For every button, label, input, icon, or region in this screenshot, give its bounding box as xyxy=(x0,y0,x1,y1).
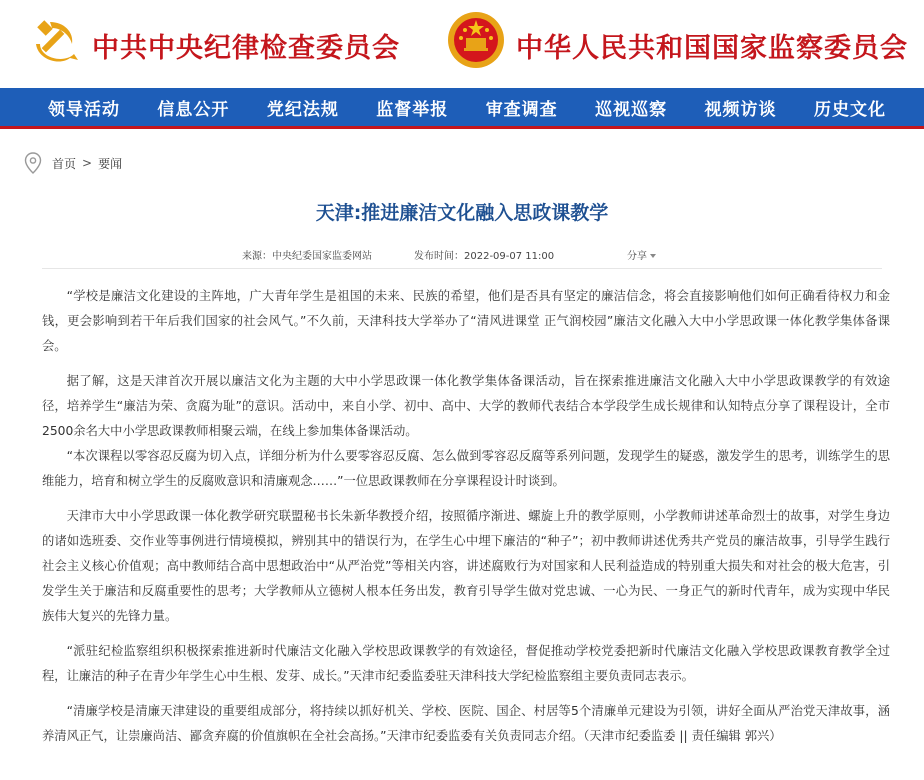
article-body xyxy=(42,284,890,749)
chevron-down-icon xyxy=(650,254,656,258)
nav-item-leadership[interactable]: 领导活动 xyxy=(48,99,120,120)
article-paragraph: “学校是廉洁文化建设的主阵地，广大青年学生是祖国的未来、民族的希望，他们是否具有坚定的廉洁信念，将会直接影响他们如何正确看待权力和金钱，更会影响到若干年后我们国家的社会风气。”不久前，天津科技大学举办了“清风进课堂 正气润校园”廉洁文化融入大中小学思政课一体化教学集体备课会。 xyxy=(42,289,890,353)
divider xyxy=(42,268,882,269)
article-paragraph: “清廉学校是清廉天津建设的重要组成部分，将持续以抓好机关、学校、医院、国企、村居等5个清廉单元建设为引领，讲好全面从严治党天津故事，涵养清风正气，让崇廉尚洁、鄙贪弃腐的价值旗帜在全社会高扬。”天津市纪委监委有关负责同志介绍。（天津市纪委监委 || 责任编辑 郭兴） xyxy=(42,704,890,743)
location-pin-icon xyxy=(24,152,42,174)
party-emblem-icon[interactable] xyxy=(30,14,82,66)
nsc-title[interactable]: 中华人民共和国国家监察委员会 xyxy=(516,33,908,64)
cpc-ccdi-title[interactable]: 中共中央纪律检查委员会 xyxy=(92,33,400,64)
national-emblem-icon[interactable] xyxy=(446,10,506,70)
breadcrumb xyxy=(24,152,122,174)
article-source: 来源：中央纪委国家监委网站 xyxy=(242,251,372,262)
breadcrumb-separator: > xyxy=(82,156,93,170)
nav-item-regulations[interactable]: 党纪法规 xyxy=(266,99,339,120)
site-header xyxy=(0,0,924,88)
nav-item-video-interview[interactable]: 视频访谈 xyxy=(704,99,777,120)
nav-item-history-culture[interactable]: 历史文化 xyxy=(813,99,886,120)
nav-item-info-disclosure[interactable]: 信息公开 xyxy=(157,99,230,120)
nav-item-inspection[interactable]: 巡视巡察 xyxy=(595,99,668,120)
breadcrumb-home[interactable]: 首页 xyxy=(52,156,77,171)
article-title: 天津:推进廉洁文化融入思政课教学 xyxy=(315,202,609,224)
article-paragraph: “派驻纪检监察组织积极探索推进新时代廉洁文化融入学校思政课教学的有效途径，督促推动学校党委把新时代廉洁文化融入学校思政课教育教学全过程，让廉洁的种子在青少年学生心中生根、发芽、成长。”天津市纪委监委驻天津科技大学纪检监察组主要负责同志表示。 xyxy=(42,644,890,683)
nav-item-supervision-report[interactable]: 监督举报 xyxy=(376,99,449,120)
article-publish-time: 发布时间：2022-09-07 11:00 xyxy=(414,251,555,262)
article-paragraph: “本次课程以零容忍反腐为切入点，详细分析为什么要零容忍反腐、怎么做到零容忍反腐等系列问题，发现学生的疑惑，激发学生的思考，训练学生的思维能力，培育和树立学生的反腐败意识和清廉观念……”一位思政课教师在分享课程设计时谈到。 xyxy=(42,449,890,488)
article-paragraph: 天津市大中小学思政课一体化教学研究联盟秘书长朱新华教授介绍，按照循序渐进、螺旋上升的教学原则，小学教师讲述革命烈士的故事，对学生身边的诸如选班委、交作业等事例进行情境模拟，辨别其中的错误行为，在学生心中埋下廉洁的“种子”；初中教师讲述优秀共产党员的廉洁故事，引导学生践行社会主义核心价值观；高中教师结合高中思想政治中“从严治党”等相关内容，讲述腐败行为对国家和人民利益造成的特别重大损失和对社会的极大危害，引发学生关于廉洁和反腐重要性的思考；大学教师从立德树人根本任务出发，教育引导学生做对党忠诚、一心为民、一身正气的新时代青年，成为实现中华民族伟大复兴的先锋力量。 xyxy=(42,509,890,623)
main-nav xyxy=(0,88,924,129)
breadcrumb-current[interactable]: 要闻 xyxy=(98,156,123,171)
article-paragraph: 据了解，这是天津首次开展以廉洁文化为主题的大中小学思政课一体化教学集体备课活动，旨在探索推进廉洁文化融入大中小学思政课教学的有效途径，培养学生“廉洁为荣、贪腐为耻”的意识。活动中，来自小学、初中、高中、大学的教师代表结合本学段学生成长规律和认知特点分享了课程设计，全市2500余名大中小学思政课教师相聚云端，在线上参加集体备课活动。 xyxy=(42,374,890,438)
share-button[interactable]: 分享 xyxy=(627,247,656,262)
nav-item-investigation[interactable]: 审查调查 xyxy=(485,99,558,120)
